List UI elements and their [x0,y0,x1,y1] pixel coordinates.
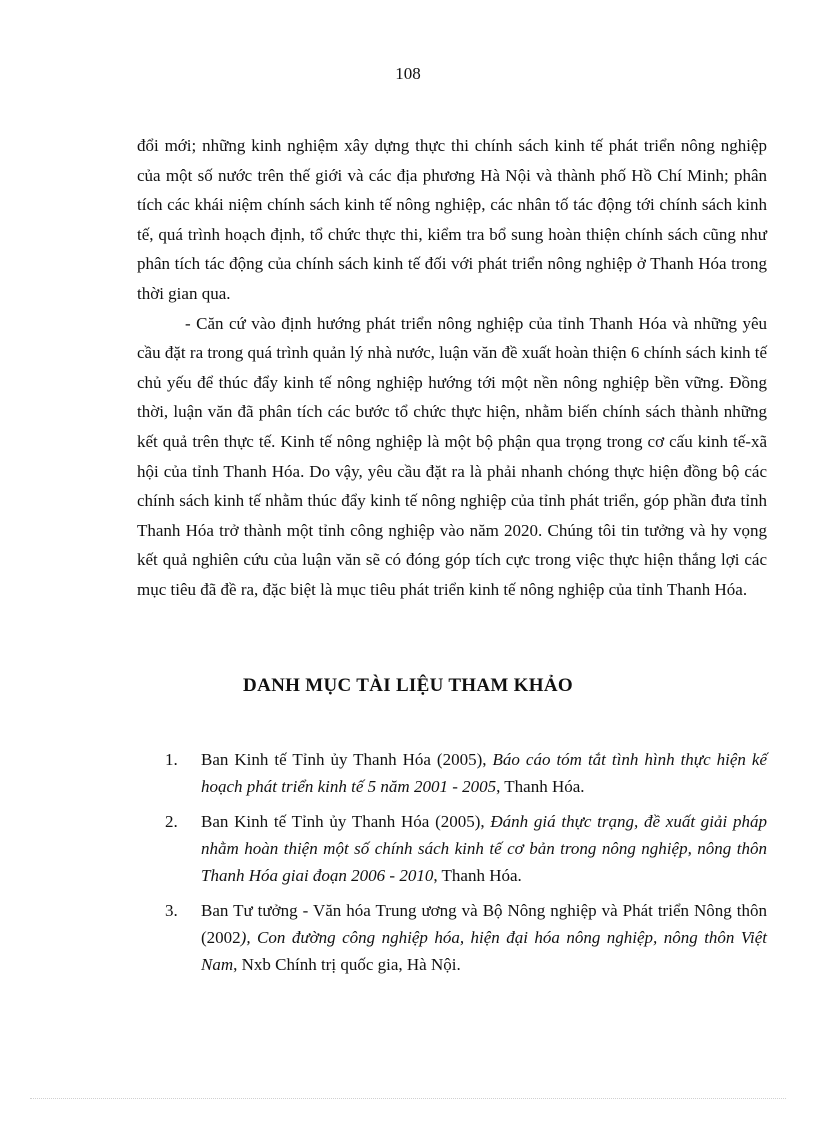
reference-title: ), Con đường công nghiệp hóa, hiện đại hóa nông nghiệp, nông thôn Việt Nam [201,928,767,974]
reference-number: 1. [165,750,178,769]
references-list [137,746,767,986]
reference-publisher: , Thanh Hóa. [433,866,522,885]
reference-title: Đánh giá thực trạng, đề xuất giải pháp nhằm hoàn thiện một số chính sách kinh tế cơ bản trong nông nghiệp, nông thôn Thanh Hóa giai đoạn 2006 - 2010 [201,812,767,885]
reference-publisher: , Thanh Hóa. [496,777,585,796]
reference-author: Ban Kinh tế Tỉnh ủy Thanh Hóa (2005), [201,750,493,769]
reference-publisher: , Nxb Chính trị quốc gia, Hà Nội. [233,955,461,974]
reference-number: 3. [165,901,178,920]
paragraph-1: đổi mới; những kinh nghiệm xây dựng thực thi chính sách kinh tế phát triển nông nghiệp của một số nước trên thế giới và các địa phương Hà Nội và thành phố Hồ Chí Minh; phân tích các khái niệm chính sách kinh tế nông nghiệp, các nhân tố tác động tới chính sách kinh tế, quá trình hoạch định, tổ chức thực thi, kiểm tra bổ sung hoàn thiện chính sách cũng như phân tích tác động của chính sách kinh tế đối với phát triển nông nghiệp ở Thanh Hóa trong thời gian qua. [137,136,767,303]
reference-number: 2. [165,812,178,831]
references-heading: DANH MỤC TÀI LIỆU THAM KHẢO [243,675,573,696]
reference-title: Báo cáo tóm tắt tình hình thực hiện kế hoạch phát triển kinh tế 5 năm 2001 - 2005 [201,750,767,796]
reference-author: Ban Kinh tế Tỉnh ủy Thanh Hóa (2005), [201,812,491,831]
paragraph-2: - Căn cứ vào định hướng phát triển nông nghiệp của tỉnh Thanh Hóa và những yêu cầu đặt ra trong quá trình quản lý nhà nước, luận văn đề xuất hoàn thiện 6 chính sách kinh tế chủ yếu để thúc đẩy kinh tế nông nghiệp hướng tới một nền nông nghiệp bền vững. Đồng thời, luận văn đã phân tích các bước tổ chức thực hiện, nhằm biến chính sách thành những kết quả trên thực tế. Kinh tế nông nghiệp là một bộ phận qua trọng trong cơ cấu kinh tế-xã hội của tỉnh Thanh Hóa. Do vậy, yêu cầu đặt ra là phải nhanh chóng thực hiện đồng bộ các chính sách kinh tế nhằm thúc đẩy kinh tế nông nghiệp của tỉnh phát triển, góp phần đưa tỉnh Thanh Hóa trở thành một tỉnh công nghiệp vào năm 2020. Chúng tôi tin tưởng và hy vọng kết quả nghiên cứu của luận văn sẽ có đóng góp tích cực trong việc thực hiện thắng lợi các mục tiêu đã đề ra, đặc biệt là mục tiêu phát triển kinh tế nông nghiệp của tỉnh Thanh Hóa. [137,313,767,599]
reference-author: Ban Tư tưởng - Văn hóa Trung ương và Bộ Nông nghiệp và Phát triển Nông thôn (2002 [201,901,767,947]
reference-item-3 [137,897,767,978]
body-text [137,131,767,605]
page-bottom-rule [30,1098,786,1099]
reference-item-2 [137,808,767,889]
reference-item-1 [137,746,767,800]
page-number: 108 [395,64,421,83]
